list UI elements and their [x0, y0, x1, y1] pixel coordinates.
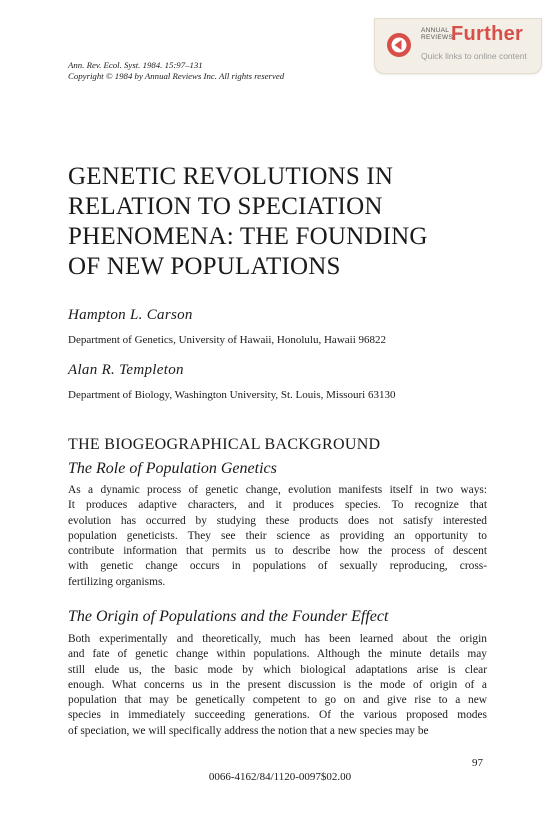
body-paragraph — [68, 483, 487, 590]
page-number: 97 — [472, 757, 483, 769]
paragraph-line: Both experimentally and theoretically, much has been learned about the origin — [68, 633, 487, 645]
paragraph-line: evolution has occurred by studying these products does not satisfy interested — [68, 514, 487, 527]
badge-further-label: Further — [451, 23, 524, 45]
journal-citation-block — [68, 60, 284, 82]
paragraph-line: As a dynamic process of genetic change, evolution manifests itself in two ways: — [68, 484, 487, 496]
paragraph-line: species in immediately succeeding generations. Of the various proposed modes — [68, 709, 487, 722]
paragraph-line: of speciation, we will specifically address the notion that a new species may be — [68, 724, 429, 737]
paragraph-line: population geneticists. They see their science as providing an opportunity to — [68, 529, 487, 542]
badge-subtitle: Quick links to online content — [421, 51, 527, 61]
title-line: OF NEW POPULATIONS — [68, 253, 341, 280]
paragraph-line: contribute information that permits us to describe how the process of descent — [68, 545, 487, 558]
author-affiliation: Department of Genetics, University of Hawaii, Honolulu, Hawaii 96822 — [68, 334, 387, 346]
copyright-notice: Copyright © 1984 by Annual Reviews Inc. All rights reserved — [68, 71, 285, 81]
paragraph-line: and fate of genetic change within populations. Although the minute details may — [68, 648, 487, 661]
author-name: Alan R. Templeton — [68, 362, 184, 378]
title-line: PHENOMENA: THE FOUNDING — [68, 223, 428, 250]
paragraph-line: enough. What concerns us in the present discussion is the mode of origin of a — [68, 678, 487, 691]
paragraph-line: It produces adaptive characters, and it produces species. To recognize that — [68, 499, 487, 512]
title-line: GENETIC REVOLUTIONS IN — [68, 163, 394, 190]
badge-annual-reviews-label: ANNUAL REVIEWS — [421, 27, 454, 41]
paragraph-line: still elude us, the basic mode by which biological adaptations arise is clear — [68, 663, 487, 676]
subsection-heading: The Role of Population Genetics — [68, 460, 277, 477]
paragraph-line: fertilizing organisms. — [68, 575, 166, 588]
footer-code: 0066-4162/84/1120-0097$02.00 — [208, 771, 352, 783]
body-paragraph — [68, 632, 487, 739]
title-line: RELATION TO SPECIATION — [68, 193, 383, 220]
section-heading: THE BIOGEOGRAPHICAL BACKGROUND — [68, 436, 381, 453]
annual-reviews-logo-icon — [386, 32, 412, 58]
journal-citation: Ann. Rev. Ecol. Syst. 1984. 15:97–131 — [68, 60, 203, 70]
paragraph-line: population that may be genetically competent to go on and give rise to a new — [68, 694, 487, 707]
author-affiliation: Department of Biology, Washington University, St. Louis, Missouri 63130 — [68, 389, 396, 401]
subsection-heading: The Origin of Populations and the Founder Effect — [68, 608, 389, 625]
annual-reviews-further-badge[interactable] — [374, 18, 542, 74]
author-name: Hampton L. Carson — [68, 307, 193, 323]
paragraph-line: with genetic change occurs in populations of sexually reproducing, cross- — [68, 560, 487, 573]
article-title — [68, 162, 428, 282]
